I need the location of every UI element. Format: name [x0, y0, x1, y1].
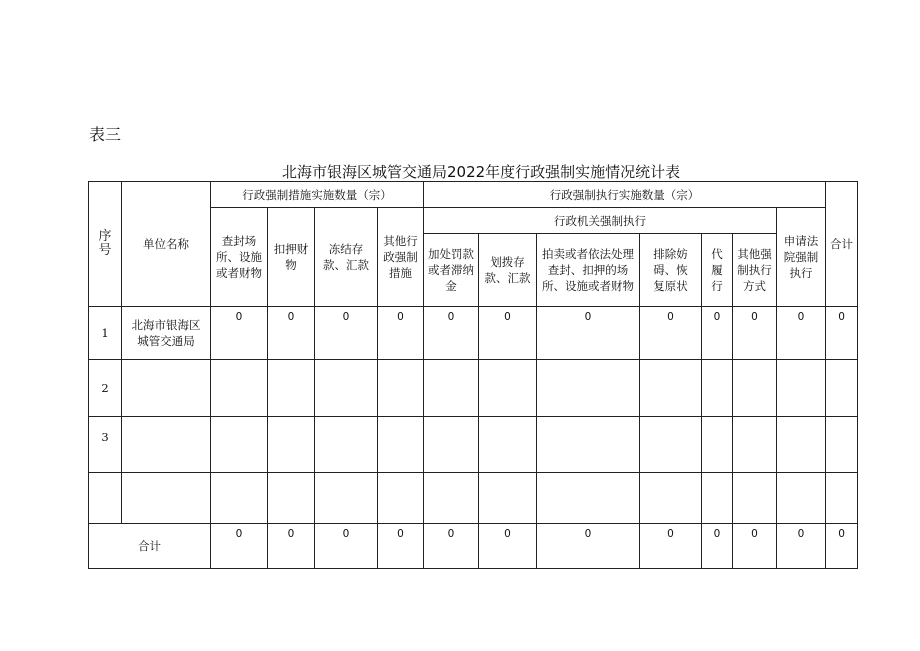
- row-value: [268, 417, 315, 473]
- total-value: 0: [667, 528, 674, 540]
- row-value: [640, 360, 702, 417]
- row-value: [479, 473, 537, 524]
- total-value: 0: [797, 528, 805, 540]
- row-value: 0: [751, 311, 758, 323]
- total-value: 0: [342, 528, 350, 540]
- table-label: 表三: [89, 125, 122, 144]
- row-seq: 3: [89, 417, 122, 473]
- header-agency-fine: 加处罚款或者滞纳金: [424, 234, 479, 307]
- row-value: [479, 417, 537, 473]
- total-value: 0: [751, 528, 758, 540]
- header-agency-group: 行政机关强制执行: [424, 208, 777, 234]
- row-value: [702, 473, 733, 524]
- row-value: 0: [584, 311, 592, 323]
- row-value: 0: [342, 311, 350, 323]
- header-agency-auction: 拍卖或者依法处理查封、扣押的场所、设施或者财物: [537, 234, 640, 307]
- header-measures-group: 行政强制措施实施数量（宗）: [211, 182, 424, 208]
- total-value: 0: [584, 528, 592, 540]
- row-value: [702, 417, 733, 473]
- row-value: [479, 360, 537, 417]
- document-title: 北海市银海区城管交通局2022年度行政强制实施情况统计表: [282, 163, 681, 181]
- row-value: [777, 417, 826, 473]
- row-value: [702, 360, 733, 417]
- row-value: [315, 473, 378, 524]
- table-row: [89, 360, 858, 417]
- row-value: 0: [504, 311, 511, 323]
- row-value: 0: [397, 311, 404, 323]
- header-agency-remove: 排除妨碍、恢复原状: [640, 234, 702, 307]
- row-value: [777, 360, 826, 417]
- table-row: [89, 473, 858, 524]
- header-total: 合计: [826, 182, 858, 307]
- row-value: 0: [667, 311, 674, 323]
- total-value: 0: [235, 528, 243, 540]
- row-value: [211, 360, 268, 417]
- row-value: 0: [447, 311, 455, 323]
- row-value: [537, 473, 640, 524]
- header-unit-name: 单位名称: [122, 182, 211, 307]
- table-row: [89, 307, 858, 360]
- row-value: [733, 417, 777, 473]
- total-value: 0: [504, 528, 511, 540]
- row-value: [424, 360, 479, 417]
- total-value: 0: [397, 528, 404, 540]
- row-value: [211, 417, 268, 473]
- row-value: [826, 417, 858, 473]
- total-value: 0: [447, 528, 455, 540]
- header-measure-other: 其他行政强制措施: [378, 208, 424, 307]
- total-value: 0: [838, 528, 845, 540]
- row-value: 0: [287, 311, 295, 323]
- row-value: [315, 360, 378, 417]
- header-execution-group: 行政强制执行实施数量（宗）: [424, 182, 826, 208]
- header-court: 申请法院强制执行: [777, 208, 826, 307]
- header-measure-detain: 扣押财物: [268, 208, 315, 307]
- row-value: 0: [797, 311, 805, 323]
- row-seq: [89, 473, 122, 524]
- row-value: [733, 473, 777, 524]
- row-seq: 2: [89, 360, 122, 417]
- row-value: 0: [838, 311, 845, 323]
- row-value: [315, 417, 378, 473]
- row-value: [733, 360, 777, 417]
- row-value: [211, 473, 268, 524]
- row-value: [777, 473, 826, 524]
- row-unit-name: [122, 360, 211, 417]
- row-value: [378, 473, 424, 524]
- total-value: 0: [287, 528, 295, 540]
- row-value: 0: [713, 311, 721, 323]
- row-unit-name: [122, 417, 211, 473]
- row-value: [640, 417, 702, 473]
- header-measure-seize: 查封场所、设施或者财物: [211, 208, 268, 307]
- table-row: [89, 417, 858, 473]
- row-value: [826, 473, 858, 524]
- row-value: [537, 360, 640, 417]
- header-measure-freeze: 冻结存款、汇款: [315, 208, 378, 307]
- row-unit-name: [122, 473, 211, 524]
- row-value: [424, 417, 479, 473]
- row-value: [424, 473, 479, 524]
- row-value: [537, 417, 640, 473]
- row-value: [268, 360, 315, 417]
- row-value: [378, 360, 424, 417]
- statistics-table: [88, 181, 858, 569]
- row-value: [268, 473, 315, 524]
- header-seq: 序号: [89, 182, 122, 307]
- row-value: [378, 417, 424, 473]
- total-row: [89, 524, 858, 569]
- row-value: [826, 360, 858, 417]
- row-value: 0: [235, 311, 243, 323]
- row-value: [640, 473, 702, 524]
- header-agency-substitute: 代履行: [702, 234, 733, 307]
- total-value: 0: [713, 528, 721, 540]
- header-agency-transfer: 划拨存款、汇款: [479, 234, 537, 307]
- header-agency-other: 其他强制执行方式: [733, 234, 777, 307]
- row-unit-name: 北海市银海区城管交通局: [122, 307, 211, 360]
- row-seq: 1: [89, 307, 122, 360]
- total-row-label: 合计: [89, 524, 211, 569]
